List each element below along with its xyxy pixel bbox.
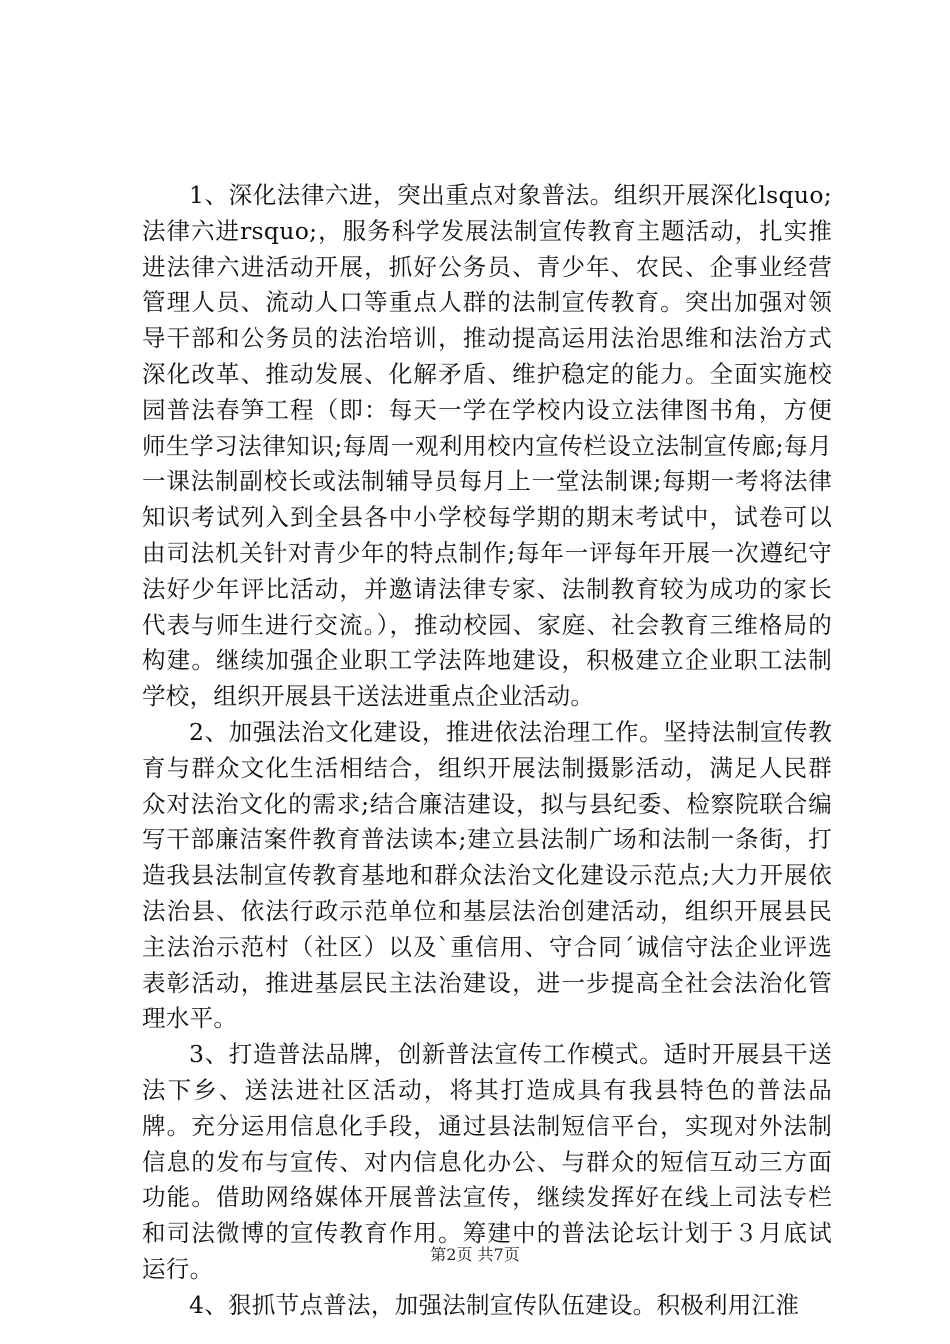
- paragraph-1: 1、深化法律六进，突出重点对象普法。组织开展深化lsquo;法律六进rsquo;，服务科学发展法制宣传教育主题活动，扎实推进法律六进活动开展，抓好公务员、青少年、农民、企事业经营管理人员、流动人口等重点人群的法制宣传教育。突出加强对领导干部和公务员的法治培训，推动提高运用法治思维和法治方式深化改革、推动发展、化解矛盾、维护稳定的能力。全面实施校园普法春笋工程（即：每天一学在学校内设立法律图书角，方便师生学习法律知识;每周一观利用校内宣传栏设立法制宣传廊;每月一课法制副校长或法制辅导员每月上一堂法制课;每期一考将法律知识考试列入到全县各中小学校每学期的期末考试中，试卷可以由司法机关针对青少年的特点制作;每年一评每年开展一次遵纪守法好少年评比活动，并邀请法律专家、法制教育较为成功的家长代表与师生进行交流。），推动校园、家庭、社会教育三维格局的构建。继续加强企业职工学法阵地建设，积极建立企业职工法制学校，组织开展县干送法进重点企业活动。: [142, 181, 832, 711]
- paragraph-4: 4、狠抓节点普法，加强法制宣传队伍建设。积极利用江淮: [189, 1290, 800, 1319]
- document-body: [142, 178, 832, 1324]
- paragraph-2: 2、加强法治文化建设，推进依法治理工作。坚持法制宣传教育与群众文化生活相结合，组织开展法制摄影活动，满足人民群众对法治文化的需求;结合廉洁建设，拟与县纪委、检察院联合编写干部廉洁案件教育普法读本;建立县法制广场和法制一条街，打造我县法制宣传教育基地和群众法治文化建设示范点;大力开展依法治县、依法行政示范单位和基层法治创建活动，组织开展县民主法治示范村（社区）以及`重信用、守合同´诚信守法企业评选表彰活动，推进基层民主法治建设，进一步提高全社会法治化管理水平。: [142, 717, 832, 1033]
- page-number-footer: 第2页 共7页: [430, 1245, 520, 1264]
- paragraph-3: 3、打造普法品牌，创新普法宣传工作模式。适时开展县干送法下乡、送法进社区活动，将其打造成具有我县特色的普法品牌。充分运用信息化手段，通过县法制短信平台，实现对外法制信息的发布与宣传、对内信息化办公、与群众的短信互动三方面功能。借助网络媒体开展普法宣传，继续发挥好在线上司法专栏和司法微博的宣传教育作用。筹建中的普法论坛计划于３月底试运行。: [142, 1040, 832, 1283]
